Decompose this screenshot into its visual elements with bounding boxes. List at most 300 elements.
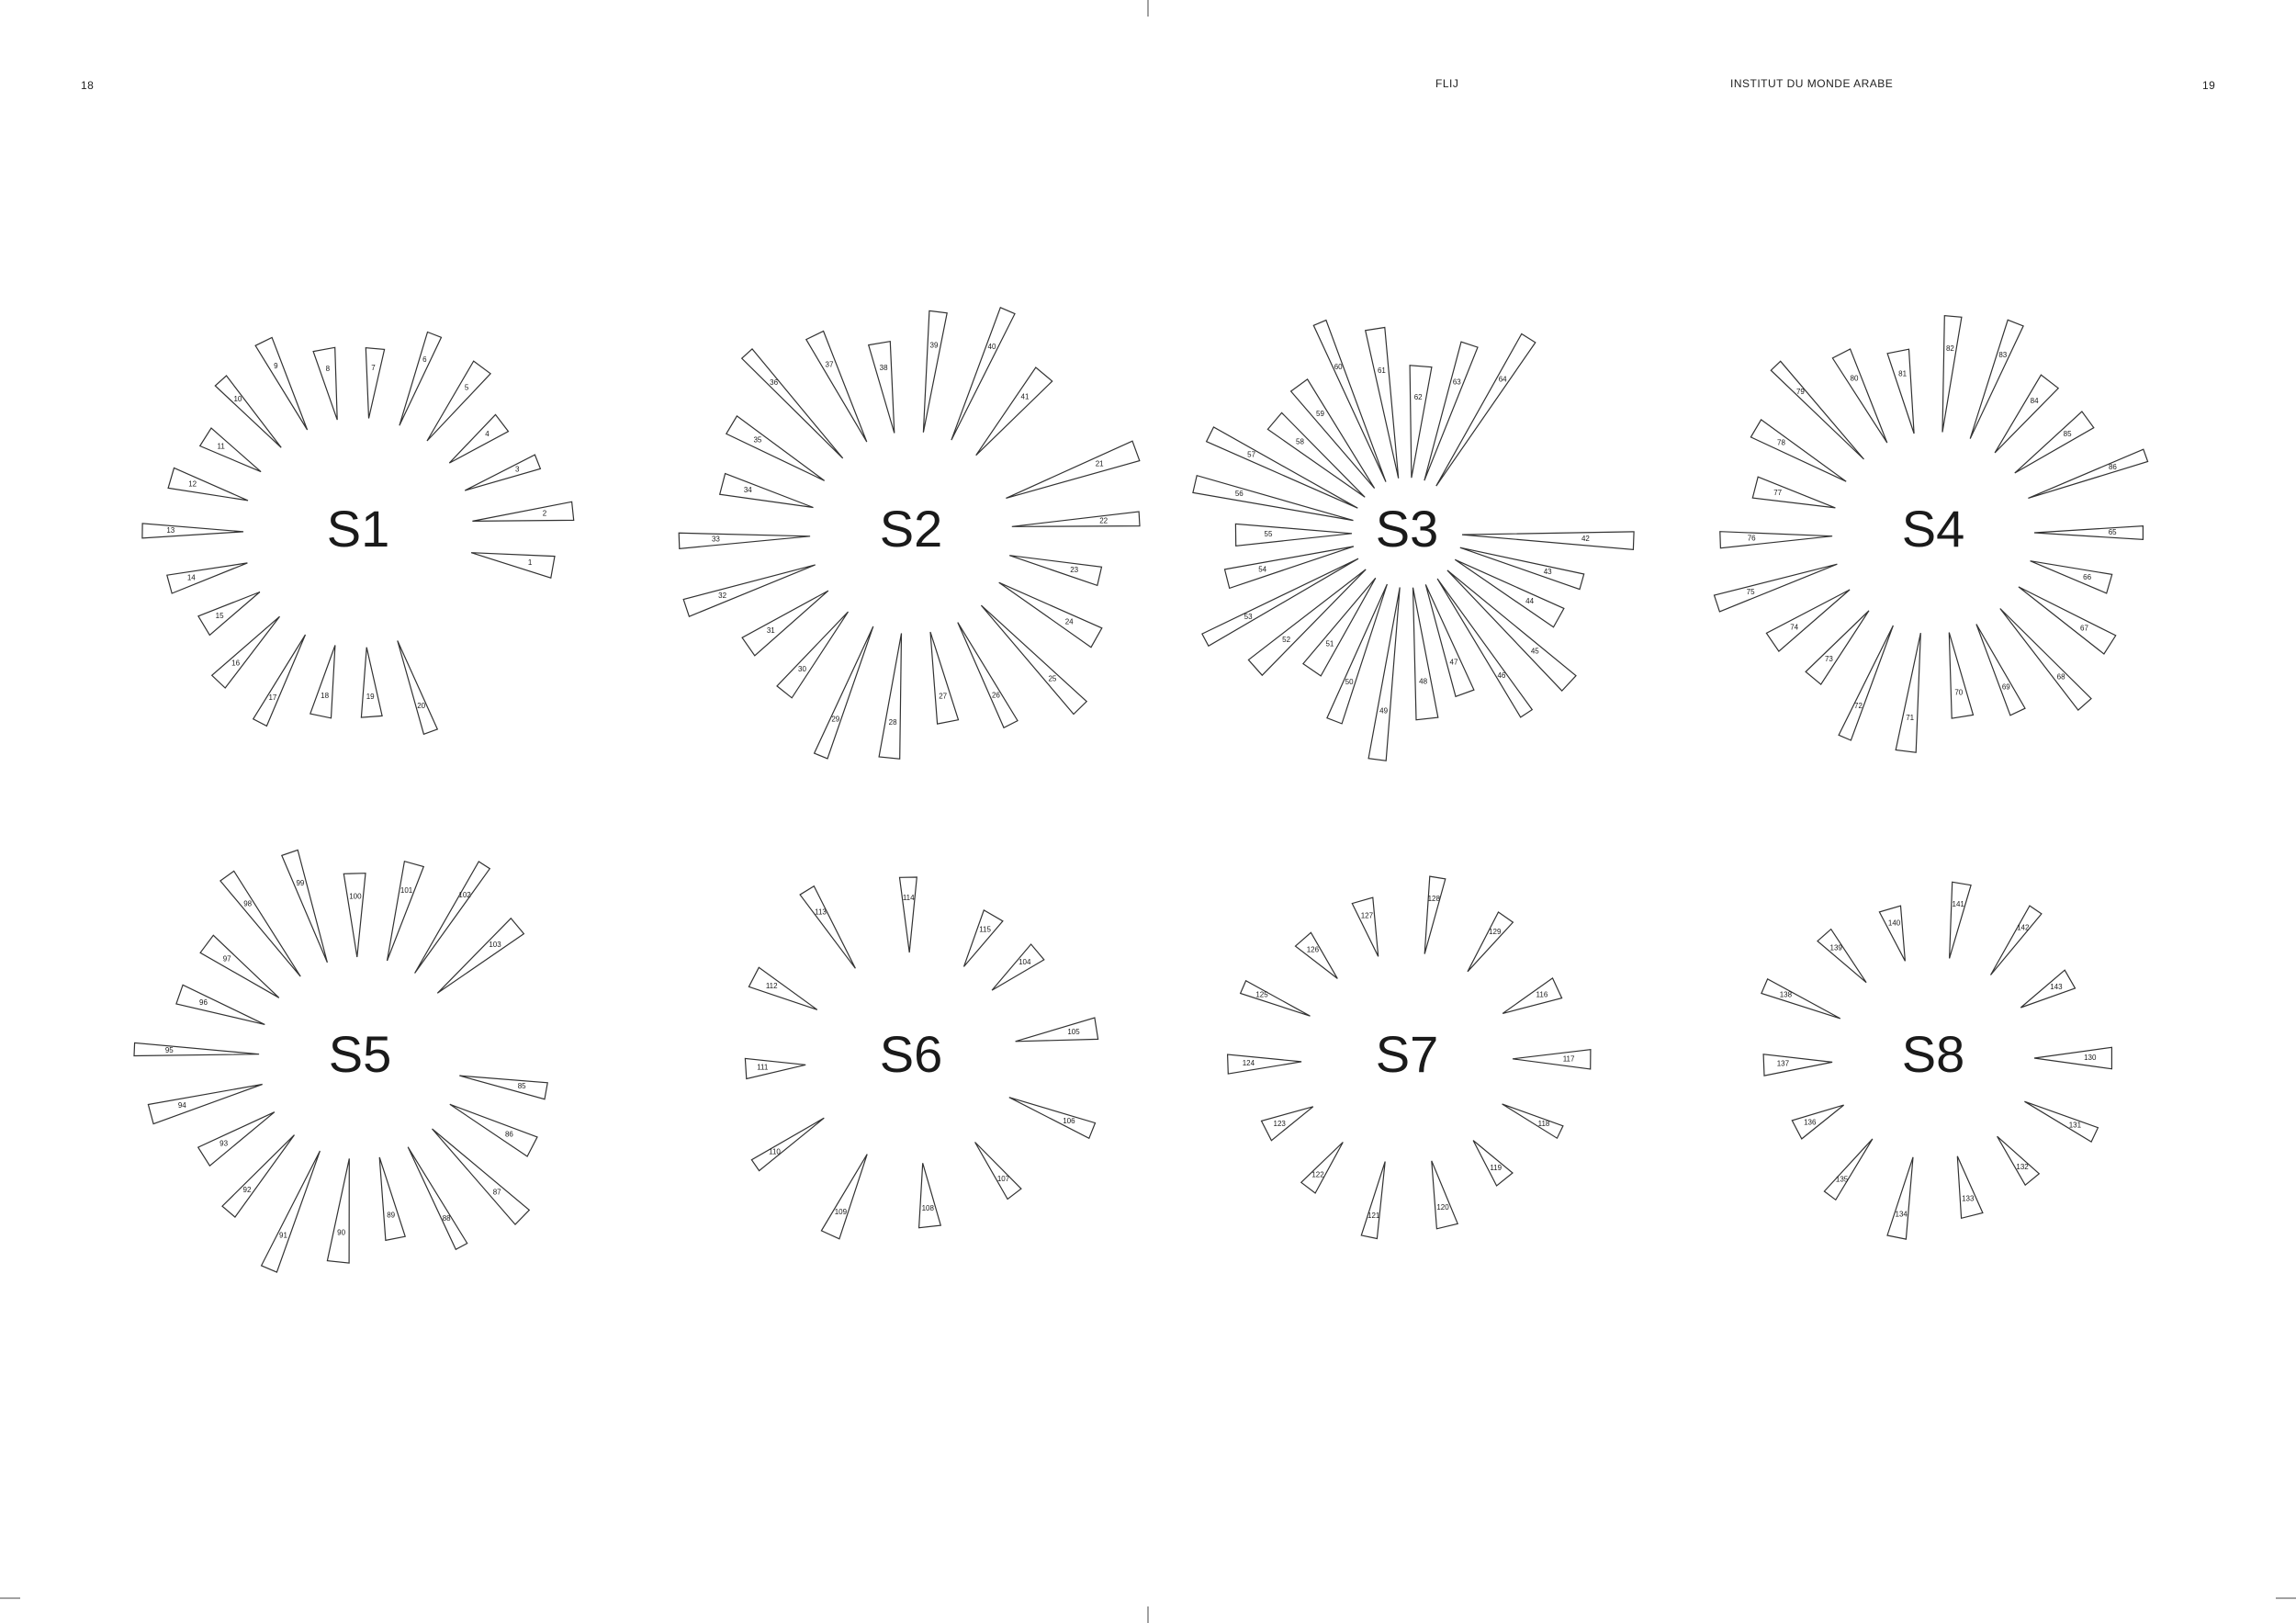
piece-number: 143 bbox=[2050, 982, 2063, 991]
piece-number: 28 bbox=[888, 718, 897, 727]
piece-outline bbox=[1006, 441, 1139, 498]
pattern-piece bbox=[1887, 1157, 1913, 1239]
piece-outline bbox=[1879, 906, 1905, 961]
piece-outline bbox=[398, 641, 438, 735]
piece-number: 103 bbox=[489, 940, 501, 949]
piece-outline bbox=[879, 634, 901, 760]
set-label: S2 bbox=[879, 499, 943, 558]
pattern-piece bbox=[1995, 375, 2058, 453]
piece-number: 57 bbox=[1247, 450, 1256, 459]
pattern-piece bbox=[471, 553, 555, 579]
piece-number: 36 bbox=[770, 378, 779, 388]
pattern-piece bbox=[1766, 590, 1850, 651]
piece-number: 70 bbox=[1954, 688, 1964, 697]
piece-number: 27 bbox=[939, 692, 948, 701]
piece-number: 92 bbox=[242, 1185, 252, 1194]
piece-number: 97 bbox=[222, 954, 231, 964]
pattern-piece bbox=[282, 850, 328, 963]
piece-outline bbox=[1818, 930, 1866, 983]
piece-outline bbox=[976, 367, 1052, 456]
piece-outline bbox=[930, 632, 959, 724]
piece-outline bbox=[1942, 316, 1962, 433]
pattern-piece bbox=[1761, 979, 1840, 1019]
piece-number: 118 bbox=[1537, 1120, 1550, 1129]
piece-outline bbox=[679, 533, 810, 548]
pattern-piece bbox=[869, 342, 895, 434]
piece-number: 142 bbox=[2017, 923, 2030, 932]
piece-outline bbox=[745, 1058, 805, 1078]
pattern-piece bbox=[1468, 912, 1513, 972]
pattern-piece bbox=[388, 862, 424, 961]
piece-outline bbox=[1720, 532, 1832, 548]
piece-number: 139 bbox=[1829, 943, 1842, 952]
pattern-piece bbox=[1327, 584, 1388, 724]
piece-outline bbox=[472, 502, 573, 521]
piece-outline bbox=[1896, 633, 1920, 752]
piece-number: 3 bbox=[514, 465, 520, 474]
piece-number: 126 bbox=[1306, 945, 1320, 954]
pattern-piece bbox=[1879, 906, 1905, 961]
piece-outline bbox=[2028, 449, 2147, 498]
running-subtitle: INSTITUT DU MONDE ARABE bbox=[1730, 77, 1894, 90]
piece-number: 88 bbox=[442, 1213, 451, 1223]
piece-outline bbox=[1763, 1054, 1832, 1076]
pattern-piece bbox=[1818, 930, 1866, 983]
piece-outline bbox=[1950, 882, 1972, 958]
piece-outline bbox=[1824, 1139, 1873, 1200]
piece-number: 2 bbox=[542, 509, 547, 518]
pattern-piece bbox=[1896, 633, 1920, 752]
piece-number: 112 bbox=[765, 981, 778, 990]
piece-outline bbox=[400, 332, 442, 426]
piece-number: 104 bbox=[1019, 958, 1031, 967]
piece-number: 33 bbox=[711, 535, 720, 544]
pattern-piece bbox=[679, 533, 810, 548]
piece-number: 59 bbox=[1316, 409, 1324, 418]
piece-number: 100 bbox=[349, 892, 362, 901]
piece-outline bbox=[1806, 611, 1869, 684]
piece-outline bbox=[777, 612, 849, 698]
piece-number: 86 bbox=[504, 1130, 513, 1139]
pattern-piece bbox=[1225, 547, 1354, 589]
piece-outline bbox=[465, 455, 540, 490]
piece-number: 25 bbox=[1048, 674, 1057, 683]
piece-number: 106 bbox=[1063, 1116, 1075, 1125]
rosette-s3 bbox=[1193, 321, 1634, 761]
pattern-piece bbox=[200, 935, 279, 997]
piece-number: 41 bbox=[1020, 392, 1030, 401]
pattern-piece bbox=[1462, 532, 1634, 549]
piece-number: 98 bbox=[243, 899, 253, 908]
piece-outline bbox=[198, 1112, 275, 1167]
pattern-piece bbox=[366, 348, 384, 419]
pattern-piece bbox=[168, 468, 248, 501]
piece-outline bbox=[1887, 349, 1914, 434]
piece-outline bbox=[1998, 1136, 2040, 1185]
piece-outline bbox=[343, 873, 366, 957]
piece-outline bbox=[720, 474, 814, 508]
piece-number: 22 bbox=[1099, 516, 1109, 525]
pattern-piece bbox=[1424, 876, 1446, 954]
piece-outline bbox=[212, 616, 280, 688]
pattern-piece bbox=[1513, 1050, 1591, 1069]
pattern-piece bbox=[408, 1147, 467, 1250]
piece-outline bbox=[1949, 633, 1973, 719]
pattern-piece bbox=[748, 967, 816, 1009]
piece-outline bbox=[1792, 1105, 1843, 1139]
piece-outline bbox=[282, 850, 328, 963]
piece-number: 48 bbox=[1419, 677, 1428, 686]
piece-outline bbox=[1009, 556, 1101, 586]
piece-number: 19 bbox=[366, 693, 375, 702]
piece-number: 34 bbox=[743, 486, 752, 495]
piece-outline bbox=[142, 524, 243, 538]
pattern-piece bbox=[1012, 512, 1140, 526]
piece-number: 17 bbox=[268, 693, 277, 702]
piece-number: 39 bbox=[929, 341, 939, 350]
piece-outline bbox=[2034, 1047, 2111, 1068]
pattern-piece bbox=[1368, 588, 1400, 761]
pattern-piece bbox=[1262, 1107, 1313, 1141]
pattern-piece bbox=[2034, 526, 2143, 540]
pattern-piece bbox=[2028, 449, 2147, 498]
piece-outline bbox=[222, 1135, 295, 1218]
page-number-left: 18 bbox=[81, 79, 95, 92]
piece-outline bbox=[919, 1163, 941, 1227]
piece-number: 83 bbox=[1998, 350, 2008, 359]
pattern-piece bbox=[1763, 1054, 1832, 1076]
piece-number: 99 bbox=[296, 879, 305, 888]
pattern-piece bbox=[1942, 316, 1962, 433]
pattern-piece bbox=[415, 862, 490, 974]
piece-number: 46 bbox=[1497, 671, 1506, 680]
piece-outline bbox=[427, 361, 490, 441]
piece-number: 91 bbox=[279, 1231, 287, 1240]
piece-number: 24 bbox=[1064, 617, 1074, 626]
piece-number: 73 bbox=[1824, 654, 1833, 663]
piece-number: 115 bbox=[979, 925, 991, 934]
piece-number: 79 bbox=[1795, 387, 1805, 396]
pattern-piece bbox=[215, 376, 281, 447]
set-label: S6 bbox=[879, 1024, 943, 1083]
piece-outline bbox=[2024, 1101, 2098, 1142]
pattern-piece bbox=[1301, 1143, 1344, 1194]
piece-number: 9 bbox=[274, 361, 278, 370]
pattern-piece bbox=[992, 944, 1044, 990]
piece-outline bbox=[1228, 1054, 1302, 1074]
rosette-s8 bbox=[1761, 882, 2111, 1239]
pattern-piece bbox=[465, 455, 540, 490]
piece-outline bbox=[408, 1147, 467, 1250]
piece-outline bbox=[2020, 970, 2075, 1008]
piece-number: 77 bbox=[1773, 489, 1783, 498]
pattern-piece bbox=[951, 308, 1015, 440]
pattern-piece bbox=[1291, 379, 1375, 489]
pattern-piece bbox=[879, 634, 901, 760]
pattern-piece bbox=[1235, 524, 1352, 546]
piece-number: 138 bbox=[1779, 990, 1793, 999]
piece-number: 123 bbox=[1273, 1119, 1286, 1128]
piece-number: 114 bbox=[902, 894, 915, 903]
piece-number: 122 bbox=[1311, 1170, 1324, 1179]
piece-outline bbox=[1432, 1161, 1458, 1229]
piece-number: 78 bbox=[1777, 438, 1785, 447]
pattern-piece bbox=[1752, 477, 1835, 508]
piece-outline bbox=[220, 871, 300, 976]
piece-number: 69 bbox=[2001, 682, 2010, 692]
pattern-piece bbox=[1006, 441, 1139, 498]
pattern-piece bbox=[1241, 981, 1311, 1017]
piece-number: 85 bbox=[2063, 430, 2072, 439]
piece-outline bbox=[869, 342, 895, 434]
piece-outline bbox=[975, 1143, 1021, 1200]
piece-number: 50 bbox=[1345, 678, 1354, 687]
pattern-piece bbox=[919, 1163, 941, 1227]
piece-outline bbox=[1012, 512, 1140, 526]
pattern-piece bbox=[142, 524, 243, 538]
piece-number: 23 bbox=[1070, 566, 1079, 575]
piece-number: 12 bbox=[188, 479, 197, 489]
piece-outline bbox=[748, 967, 816, 1009]
pattern-piece bbox=[1313, 321, 1386, 482]
piece-number: 67 bbox=[2080, 624, 2088, 633]
piece-outline bbox=[1327, 584, 1388, 724]
piece-outline bbox=[1715, 564, 1838, 612]
piece-number: 109 bbox=[834, 1207, 848, 1216]
piece-number: 130 bbox=[2084, 1054, 2097, 1063]
rosette-s2 bbox=[679, 308, 1140, 759]
piece-outline bbox=[1513, 1050, 1591, 1069]
piece-number: 141 bbox=[1952, 899, 1964, 908]
piece-outline bbox=[1761, 979, 1840, 1019]
rosette-s6 bbox=[745, 877, 1097, 1239]
piece-number: 43 bbox=[1543, 568, 1552, 577]
piece-number: 131 bbox=[2068, 1121, 2082, 1130]
piece-number: 52 bbox=[1282, 635, 1291, 644]
pattern-piece bbox=[1715, 564, 1838, 612]
pattern-piece bbox=[1366, 328, 1399, 479]
piece-number: 136 bbox=[1804, 1118, 1817, 1127]
piece-outline bbox=[449, 414, 508, 463]
set-label: S4 bbox=[1901, 499, 1965, 558]
piece-number: 38 bbox=[879, 364, 888, 373]
piece-outline bbox=[2031, 561, 2112, 593]
piece-outline bbox=[1752, 477, 1835, 508]
pattern-piece bbox=[449, 414, 508, 463]
piece-number: 82 bbox=[1945, 344, 1954, 353]
piece-outline bbox=[1413, 588, 1438, 720]
pattern-piece bbox=[1991, 906, 2042, 975]
pattern-piece bbox=[253, 635, 306, 726]
piece-outline bbox=[1303, 578, 1376, 676]
piece-number: 49 bbox=[1379, 706, 1389, 716]
piece-outline bbox=[1991, 906, 2042, 975]
set-label: S5 bbox=[328, 1024, 392, 1083]
piece-outline bbox=[1301, 1143, 1344, 1194]
piece-number: 133 bbox=[1962, 1194, 1975, 1203]
piece-number: 121 bbox=[1367, 1211, 1380, 1220]
piece-outline bbox=[167, 563, 248, 593]
piece-outline bbox=[1009, 1098, 1096, 1139]
pattern-piece bbox=[398, 641, 438, 735]
piece-number: 68 bbox=[2056, 672, 2065, 682]
pattern-piece bbox=[1009, 556, 1101, 586]
pattern-piece bbox=[1792, 1105, 1843, 1139]
piece-number: 71 bbox=[1906, 713, 1915, 722]
pattern-piece bbox=[1950, 882, 1972, 958]
piece-number: 101 bbox=[400, 886, 413, 896]
piece-outline bbox=[1235, 524, 1352, 546]
piece-outline bbox=[215, 376, 281, 447]
piece-outline bbox=[999, 582, 1102, 648]
pattern-piece bbox=[2034, 1047, 2111, 1068]
piece-number: 62 bbox=[1413, 392, 1423, 401]
piece-number: 31 bbox=[766, 626, 775, 636]
piece-number: 53 bbox=[1244, 613, 1253, 622]
rosette-groups bbox=[134, 308, 2148, 1272]
pattern-piece bbox=[1016, 1018, 1098, 1042]
pattern-piece bbox=[745, 1058, 805, 1078]
piece-number: 90 bbox=[337, 1228, 346, 1237]
set-label: S7 bbox=[1375, 1024, 1439, 1083]
piece-outline bbox=[200, 428, 261, 472]
piece-number: 1 bbox=[527, 558, 533, 568]
piece-number: 11 bbox=[217, 442, 225, 451]
piece-number: 117 bbox=[1562, 1054, 1575, 1064]
piece-number: 8 bbox=[325, 365, 331, 374]
piece-outline bbox=[1503, 978, 1561, 1014]
piece-number: 44 bbox=[1525, 597, 1535, 606]
piece-number: 14 bbox=[186, 573, 196, 582]
piece-number: 80 bbox=[1850, 374, 1859, 383]
rosette-s5 bbox=[134, 850, 547, 1272]
pattern-piece bbox=[1839, 626, 1893, 740]
pattern-piece bbox=[815, 626, 873, 759]
piece-outline bbox=[176, 985, 264, 1024]
piece-number: 120 bbox=[1436, 1203, 1449, 1212]
pattern-piece bbox=[1361, 1162, 1385, 1239]
pattern-piece bbox=[1228, 1054, 1302, 1074]
pattern-piece bbox=[361, 648, 382, 717]
piece-outline bbox=[1839, 626, 1893, 740]
pattern-piece bbox=[1957, 1156, 1983, 1219]
piece-number: 66 bbox=[2083, 572, 2092, 581]
pattern-piece bbox=[313, 347, 337, 420]
piece-outline bbox=[313, 347, 337, 420]
pattern-piece bbox=[167, 563, 248, 593]
piece-outline bbox=[1460, 547, 1584, 589]
piece-outline bbox=[923, 310, 947, 432]
piece-number: 140 bbox=[1887, 919, 1901, 928]
set-label: S1 bbox=[326, 499, 390, 558]
piece-number: 64 bbox=[1498, 375, 1507, 384]
piece-outline bbox=[379, 1157, 405, 1241]
piece-outline bbox=[1832, 349, 1886, 443]
pattern-piece bbox=[2019, 587, 2116, 654]
pattern-piece bbox=[1832, 349, 1886, 443]
pattern-piece bbox=[1976, 625, 2025, 716]
piece-number: 135 bbox=[1835, 1175, 1849, 1184]
piece-outline bbox=[1425, 584, 1474, 696]
piece-outline bbox=[964, 910, 1003, 967]
pattern-piece bbox=[1009, 1098, 1096, 1139]
pattern-piece bbox=[220, 871, 300, 976]
pattern-piece bbox=[1949, 633, 1973, 719]
pattern-piece bbox=[1460, 547, 1584, 589]
piece-number: 72 bbox=[1854, 702, 1863, 711]
piece-outline bbox=[1957, 1156, 1983, 1219]
piece-number: 129 bbox=[1489, 928, 1502, 937]
piece-number: 45 bbox=[1530, 647, 1539, 656]
piece-outline bbox=[1503, 1104, 1563, 1138]
piece-number: 85 bbox=[517, 1082, 526, 1091]
piece-outline bbox=[1462, 532, 1634, 549]
piece-number: 86 bbox=[2108, 463, 2117, 472]
piece-number: 6 bbox=[422, 355, 427, 365]
piece-outline bbox=[459, 1076, 547, 1099]
piece-number: 15 bbox=[215, 611, 224, 620]
piece-outline bbox=[1368, 588, 1400, 761]
piece-outline bbox=[1468, 912, 1513, 972]
piece-number: 40 bbox=[987, 342, 996, 351]
piece-outline bbox=[415, 862, 490, 974]
rosette-s7 bbox=[1228, 876, 1591, 1238]
pattern-piece bbox=[1806, 611, 1869, 684]
piece-number: 65 bbox=[2108, 528, 2117, 537]
piece-outline bbox=[148, 1085, 262, 1124]
piece-number: 127 bbox=[1360, 911, 1374, 920]
piece-number: 30 bbox=[798, 665, 806, 674]
pattern-piece bbox=[900, 877, 917, 952]
piece-number: 56 bbox=[1234, 490, 1244, 499]
piece-outline bbox=[168, 468, 248, 501]
pattern-piece bbox=[975, 1143, 1021, 1200]
piece-outline bbox=[1352, 897, 1378, 956]
piece-number: 116 bbox=[1536, 990, 1548, 999]
pattern-piece bbox=[2031, 561, 2112, 593]
pattern-piece bbox=[1824, 1139, 1873, 1200]
piece-outline bbox=[815, 626, 873, 759]
piece-number: 89 bbox=[387, 1211, 396, 1220]
piece-outline bbox=[361, 648, 382, 717]
pattern-piece bbox=[1410, 366, 1432, 478]
piece-number: 20 bbox=[417, 701, 426, 710]
pattern-piece bbox=[212, 616, 280, 688]
pattern-piece bbox=[1413, 588, 1438, 720]
piece-outline bbox=[992, 944, 1044, 990]
piece-outline bbox=[1016, 1018, 1098, 1042]
piece-outline bbox=[1313, 321, 1386, 482]
pattern-piece bbox=[1970, 320, 2023, 438]
piece-outline bbox=[1366, 328, 1399, 479]
running-title: FLIJ bbox=[1435, 77, 1459, 90]
piece-number: 93 bbox=[219, 1139, 229, 1148]
pattern-piece bbox=[751, 1118, 824, 1170]
piece-outline bbox=[1766, 590, 1850, 651]
pattern-piece bbox=[1503, 1104, 1563, 1138]
pattern-piece bbox=[198, 1112, 275, 1167]
pattern-piece bbox=[400, 332, 442, 426]
piece-number: 58 bbox=[1296, 437, 1304, 446]
piece-number: 137 bbox=[1776, 1059, 1790, 1068]
pattern-piece bbox=[1887, 349, 1914, 434]
set-label: S3 bbox=[1375, 499, 1439, 558]
pattern-piece bbox=[134, 1043, 259, 1055]
pattern-piece bbox=[1425, 584, 1474, 696]
pattern-piece bbox=[1473, 1141, 1513, 1186]
piece-number: 7 bbox=[371, 363, 376, 372]
piece-number: 35 bbox=[753, 435, 762, 445]
